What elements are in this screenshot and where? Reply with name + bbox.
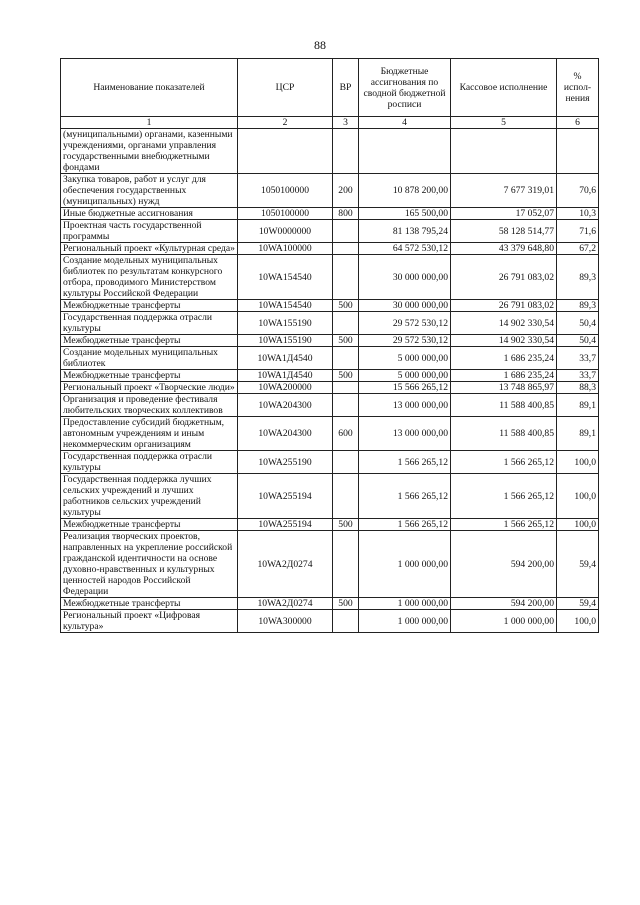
row-csr-code: 10WA100000 xyxy=(238,243,333,255)
row-execution-percent: 100,0 xyxy=(557,519,599,531)
column-number: 4 xyxy=(359,117,451,129)
table-row xyxy=(61,519,599,531)
row-cash-execution: 7 677 319,01 xyxy=(451,174,557,208)
header-assignments: Бюджетные ассигнования по сводной бюджетной росписи xyxy=(359,59,451,117)
row-execution-percent xyxy=(557,129,599,174)
row-execution-percent: 100,0 xyxy=(557,474,599,519)
table-row xyxy=(61,394,599,417)
row-vr-code xyxy=(333,312,359,335)
row-csr-code xyxy=(238,129,333,174)
row-vr-code xyxy=(333,531,359,598)
table-row xyxy=(61,335,599,347)
row-cash-execution xyxy=(451,129,557,174)
row-cash-execution: 1 566 265,12 xyxy=(451,519,557,531)
header-vr: ВР xyxy=(333,59,359,117)
row-cash-execution: 11 588 400,85 xyxy=(451,417,557,451)
row-assignments: 5 000 000,00 xyxy=(359,347,451,370)
row-execution-percent: 67,2 xyxy=(557,243,599,255)
row-cash-execution: 1 686 235,24 xyxy=(451,370,557,382)
row-csr-code: 10WA255194 xyxy=(238,519,333,531)
row-name: Создание модельных муниципальных библиотек по результатам конкурсного отбора, проводимого Министерством культуры Российской Федерации xyxy=(61,255,238,300)
table-row xyxy=(61,220,599,243)
table-row xyxy=(61,598,599,610)
row-name: Закупка товаров, работ и услуг для обеспечения государственных (муниципальных) нужд xyxy=(61,174,238,208)
row-assignments: 81 138 795,24 xyxy=(359,220,451,243)
row-assignments: 29 572 530,12 xyxy=(359,335,451,347)
row-assignments: 13 000 000,00 xyxy=(359,394,451,417)
row-execution-percent: 59,4 xyxy=(557,531,599,598)
row-execution-percent: 33,7 xyxy=(557,347,599,370)
row-csr-code: 10WA200000 xyxy=(238,382,333,394)
table-row xyxy=(61,208,599,220)
table-body xyxy=(61,129,599,633)
table-row xyxy=(61,451,599,474)
row-csr-code: 1050100000 xyxy=(238,208,333,220)
row-name: Проектная часть государственной программы xyxy=(61,220,238,243)
row-cash-execution: 13 748 865,97 xyxy=(451,382,557,394)
row-vr-code xyxy=(333,451,359,474)
row-vr-code: 600 xyxy=(333,417,359,451)
row-csr-code: 10WA154540 xyxy=(238,300,333,312)
row-csr-code: 10WA2Д0274 xyxy=(238,531,333,598)
table-row xyxy=(61,174,599,208)
row-name: Межбюджетные трансферты xyxy=(61,519,238,531)
row-csr-code: 10WA204300 xyxy=(238,394,333,417)
row-name: Региональный проект «Творческие люди» xyxy=(61,382,238,394)
row-name: Предоставление субсидий бюджетным, автономным учреждениям и иным некоммерческим организациям xyxy=(61,417,238,451)
row-cash-execution: 1 000 000,00 xyxy=(451,610,557,633)
row-execution-percent: 100,0 xyxy=(557,451,599,474)
table-row xyxy=(61,610,599,633)
row-cash-execution: 26 791 083,02 xyxy=(451,255,557,300)
column-number: 1 xyxy=(61,117,238,129)
row-execution-percent: 88,3 xyxy=(557,382,599,394)
table-row xyxy=(61,417,599,451)
row-cash-execution: 14 902 330,54 xyxy=(451,335,557,347)
row-name: Межбюджетные трансферты xyxy=(61,370,238,382)
row-name: Региональный проект «Цифровая культура» xyxy=(61,610,238,633)
row-assignments xyxy=(359,129,451,174)
row-cash-execution: 17 052,07 xyxy=(451,208,557,220)
row-name: Иные бюджетные ассигнования xyxy=(61,208,238,220)
row-execution-percent: 100,0 xyxy=(557,610,599,633)
row-csr-code: 10WA155190 xyxy=(238,335,333,347)
header-cash-execution: Кассовое исполнение xyxy=(451,59,557,117)
column-number: 2 xyxy=(238,117,333,129)
row-assignments: 1 000 000,00 xyxy=(359,610,451,633)
table-row xyxy=(61,347,599,370)
row-csr-code: 10WA255194 xyxy=(238,474,333,519)
row-assignments: 29 572 530,12 xyxy=(359,312,451,335)
row-execution-percent: 50,4 xyxy=(557,312,599,335)
row-name: Организация и проведение фестиваля любительских творческих коллективов xyxy=(61,394,238,417)
table-row xyxy=(61,474,599,519)
row-name: Межбюджетные трансферты xyxy=(61,335,238,347)
column-number: 6 xyxy=(557,117,599,129)
row-execution-percent: 89,1 xyxy=(557,417,599,451)
row-csr-code: 10WA255190 xyxy=(238,451,333,474)
row-execution-percent: 89,3 xyxy=(557,255,599,300)
row-execution-percent: 33,7 xyxy=(557,370,599,382)
row-name: (муниципальными) органами, казенными учреждениями, органами управления государственными внебюджетными фондами xyxy=(61,129,238,174)
row-assignments: 64 572 530,12 xyxy=(359,243,451,255)
row-vr-code xyxy=(333,220,359,243)
row-cash-execution: 594 200,00 xyxy=(451,531,557,598)
row-execution-percent: 10,3 xyxy=(557,208,599,220)
row-name: Государственная поддержка лучших сельских учреждений и лучших работников сельских учреждений культуры xyxy=(61,474,238,519)
page-number: 88 xyxy=(314,38,326,52)
row-vr-code: 500 xyxy=(333,519,359,531)
row-assignments: 165 500,00 xyxy=(359,208,451,220)
row-name: Региональный проект «Культурная среда» xyxy=(61,243,238,255)
table-row xyxy=(61,255,599,300)
row-csr-code: 10WA1Д4540 xyxy=(238,370,333,382)
header-csr: ЦСР xyxy=(238,59,333,117)
row-execution-percent: 50,4 xyxy=(557,335,599,347)
row-assignments: 1 566 265,12 xyxy=(359,474,451,519)
table-row xyxy=(61,370,599,382)
table-row xyxy=(61,382,599,394)
row-assignments: 1 000 000,00 xyxy=(359,531,451,598)
row-assignments: 1 000 000,00 xyxy=(359,598,451,610)
row-name: Межбюджетные трансферты xyxy=(61,300,238,312)
row-vr-code xyxy=(333,129,359,174)
row-name: Государственная поддержка отрасли культуры xyxy=(61,451,238,474)
row-assignments: 30 000 000,00 xyxy=(359,255,451,300)
table-row xyxy=(61,300,599,312)
row-vr-code: 500 xyxy=(333,335,359,347)
row-vr-code xyxy=(333,474,359,519)
row-name: Государственная поддержка отрасли культуры xyxy=(61,312,238,335)
row-vr-code xyxy=(333,243,359,255)
row-assignments: 1 566 265,12 xyxy=(359,451,451,474)
header-name: Наименование показателей xyxy=(61,59,238,117)
table-header-row xyxy=(61,59,599,117)
row-execution-percent: 89,3 xyxy=(557,300,599,312)
row-vr-code xyxy=(333,610,359,633)
column-number: 3 xyxy=(333,117,359,129)
row-vr-code: 500 xyxy=(333,370,359,382)
row-csr-code: 10WA154540 xyxy=(238,255,333,300)
row-execution-percent: 71,6 xyxy=(557,220,599,243)
row-csr-code: 10WA204300 xyxy=(238,417,333,451)
row-cash-execution: 26 791 083,02 xyxy=(451,300,557,312)
row-assignments: 5 000 000,00 xyxy=(359,370,451,382)
table-row xyxy=(61,312,599,335)
row-csr-code: 10W0000000 xyxy=(238,220,333,243)
row-csr-code: 10WA1Д4540 xyxy=(238,347,333,370)
row-assignments: 30 000 000,00 xyxy=(359,300,451,312)
header-execution-percent: % испол-нения xyxy=(557,59,599,117)
column-number: 5 xyxy=(451,117,557,129)
row-vr-code: 200 xyxy=(333,174,359,208)
row-execution-percent: 70,6 xyxy=(557,174,599,208)
row-cash-execution: 58 128 514,77 xyxy=(451,220,557,243)
column-number-row xyxy=(61,117,599,129)
row-vr-code xyxy=(333,347,359,370)
row-vr-code xyxy=(333,394,359,417)
row-vr-code xyxy=(333,255,359,300)
budget-execution-table xyxy=(60,58,599,633)
row-vr-code xyxy=(333,382,359,394)
row-name: Межбюджетные трансферты xyxy=(61,598,238,610)
row-assignments: 13 000 000,00 xyxy=(359,417,451,451)
row-cash-execution: 1 686 235,24 xyxy=(451,347,557,370)
row-csr-code: 1050100000 xyxy=(238,174,333,208)
row-execution-percent: 59,4 xyxy=(557,598,599,610)
table-row xyxy=(61,243,599,255)
table-row xyxy=(61,531,599,598)
table-row xyxy=(61,129,599,174)
row-csr-code: 10WA300000 xyxy=(238,610,333,633)
row-csr-code: 10WA2Д0274 xyxy=(238,598,333,610)
row-cash-execution: 594 200,00 xyxy=(451,598,557,610)
row-assignments: 15 566 265,12 xyxy=(359,382,451,394)
row-cash-execution: 14 902 330,54 xyxy=(451,312,557,335)
row-vr-code: 800 xyxy=(333,208,359,220)
row-assignments: 10 878 200,00 xyxy=(359,174,451,208)
row-assignments: 1 566 265,12 xyxy=(359,519,451,531)
row-csr-code: 10WA155190 xyxy=(238,312,333,335)
row-vr-code: 500 xyxy=(333,300,359,312)
row-execution-percent: 89,1 xyxy=(557,394,599,417)
row-name: Реализация творческих проектов, направленных на укрепление российской гражданской идентичности на основе духовно-нравственных и культурных ценностей народов Российской Федерации xyxy=(61,531,238,598)
row-cash-execution: 43 379 648,80 xyxy=(451,243,557,255)
row-cash-execution: 1 566 265,12 xyxy=(451,474,557,519)
row-cash-execution: 1 566 265,12 xyxy=(451,451,557,474)
row-cash-execution: 11 588 400,85 xyxy=(451,394,557,417)
row-vr-code: 500 xyxy=(333,598,359,610)
row-name: Создание модельных муниципальных библиотек xyxy=(61,347,238,370)
